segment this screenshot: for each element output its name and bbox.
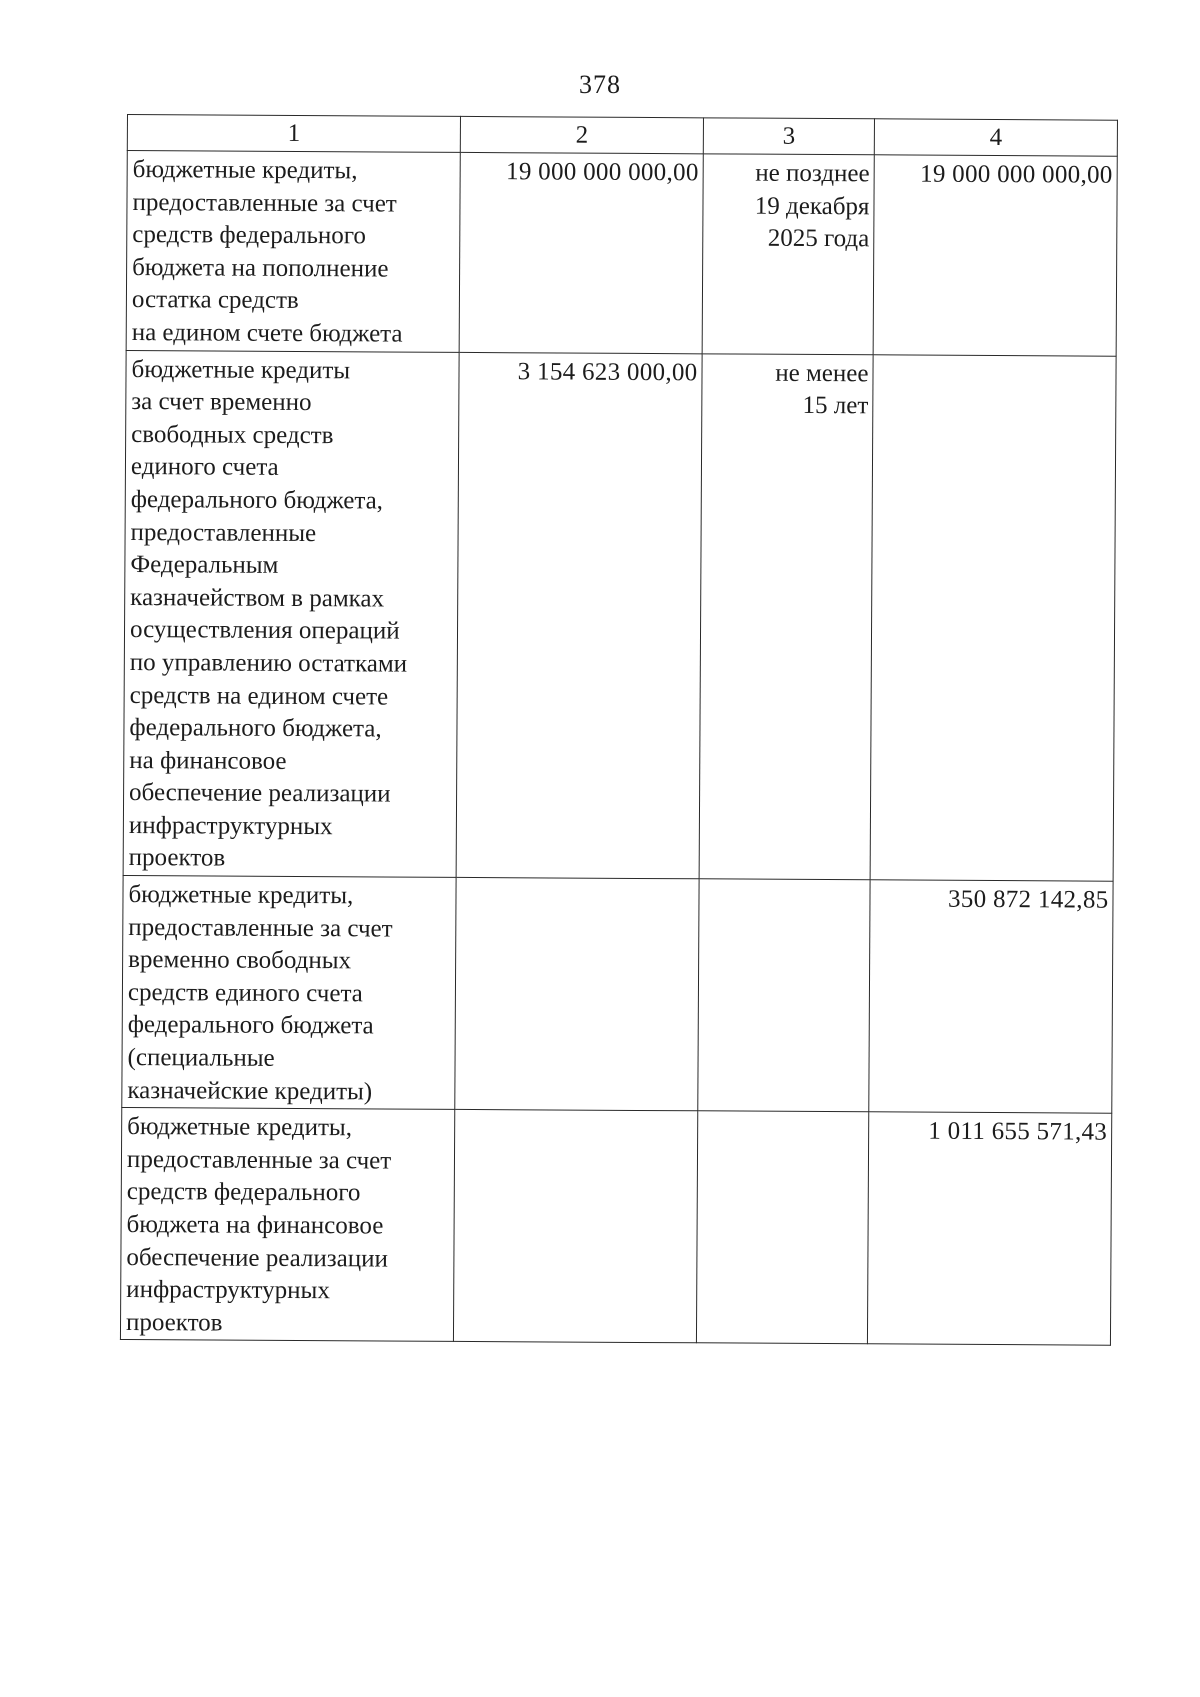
- description-line: предоставленные за счет: [132, 188, 397, 218]
- description-line: бюджета на пополнение: [132, 253, 389, 283]
- column-header: 1: [127, 115, 460, 153]
- description-line: проектов: [128, 844, 226, 873]
- page-number: 378: [579, 70, 621, 99]
- description-line: свободных средств: [131, 420, 334, 449]
- description-line: средств на едином счете: [129, 681, 389, 711]
- description-line: бюджетные кредиты,: [127, 1113, 353, 1142]
- term-line: 15 лет: [802, 392, 869, 420]
- row-description: [122, 876, 456, 1110]
- description-line: проектов: [125, 1308, 223, 1337]
- description-line: на финансовое: [129, 746, 287, 775]
- description-line: федерального бюджета,: [130, 485, 384, 515]
- description-line: единого счета: [130, 453, 279, 482]
- description-line: остатка средств: [131, 286, 299, 315]
- term-line: 2025 года: [767, 224, 870, 253]
- term-line: не менее: [775, 359, 869, 387]
- description-line: средств единого счета: [127, 978, 363, 1008]
- row-total: 1 011 655 571,43: [867, 1112, 1111, 1346]
- row-term: [698, 879, 870, 1112]
- description-line: бюджетные кредиты,: [132, 156, 358, 185]
- description-line: средств федерального: [126, 1178, 361, 1207]
- row-amount: [453, 1110, 697, 1344]
- term-line: не позднее: [755, 159, 870, 188]
- row-amount: 19 000 000 000,00: [459, 152, 703, 353]
- description-line: федерального бюджета,: [129, 714, 382, 743]
- description-line: федерального бюджета: [127, 1011, 374, 1040]
- row-term: [696, 1111, 868, 1344]
- description-line: предоставленные: [130, 518, 317, 547]
- row-total: 19 000 000 000,00: [873, 155, 1117, 356]
- description-line: предоставленные за счет: [126, 1145, 392, 1175]
- description-line: на едином счете бюджета: [131, 318, 403, 348]
- row-total: [870, 354, 1116, 881]
- description-line: Федеральным: [130, 551, 279, 580]
- description-line: инфраструктурных: [126, 1276, 330, 1305]
- description-line: осуществления операций: [129, 616, 400, 645]
- description-line: по управлению остатками: [129, 648, 408, 678]
- description-line: (специальные: [127, 1044, 275, 1072]
- description-line: предоставленные за счет: [128, 913, 393, 943]
- row-amount: 3 154 623 000,00: [456, 352, 702, 879]
- row-amount: [455, 877, 699, 1111]
- description-line: за счет временно: [131, 388, 312, 417]
- table-row: [126, 151, 1117, 356]
- table-row: [120, 1108, 1111, 1346]
- description-line: бюджетные кредиты: [131, 355, 351, 384]
- budget-credits-table: [120, 114, 1118, 1346]
- description-line: казначейские кредиты): [127, 1076, 373, 1106]
- description-line: бюджета на финансовое: [126, 1211, 384, 1240]
- row-term: [699, 353, 873, 879]
- description-line: временно свободных: [128, 946, 352, 975]
- description-line: казначейством в рамках: [130, 583, 385, 613]
- row-description: [120, 1108, 454, 1342]
- table-row: [123, 350, 1116, 881]
- table-row: [122, 876, 1113, 1114]
- column-header: 3: [703, 118, 874, 155]
- description-line: средств федерального: [132, 221, 367, 250]
- description-line: бюджетные кредиты,: [128, 881, 354, 910]
- row-term: [702, 154, 874, 355]
- column-header: 4: [874, 119, 1117, 156]
- row-total: 350 872 142,85: [869, 880, 1113, 1114]
- description-line: обеспечение реализации: [129, 779, 391, 808]
- row-description: [126, 151, 460, 352]
- description-line: инфраструктурных: [128, 811, 333, 841]
- column-header: 2: [460, 116, 703, 153]
- row-description: [123, 350, 459, 877]
- term-line: 19 декабря: [754, 192, 870, 220]
- table-header-row: [127, 115, 1117, 157]
- description-line: обеспечение реализации: [126, 1243, 389, 1273]
